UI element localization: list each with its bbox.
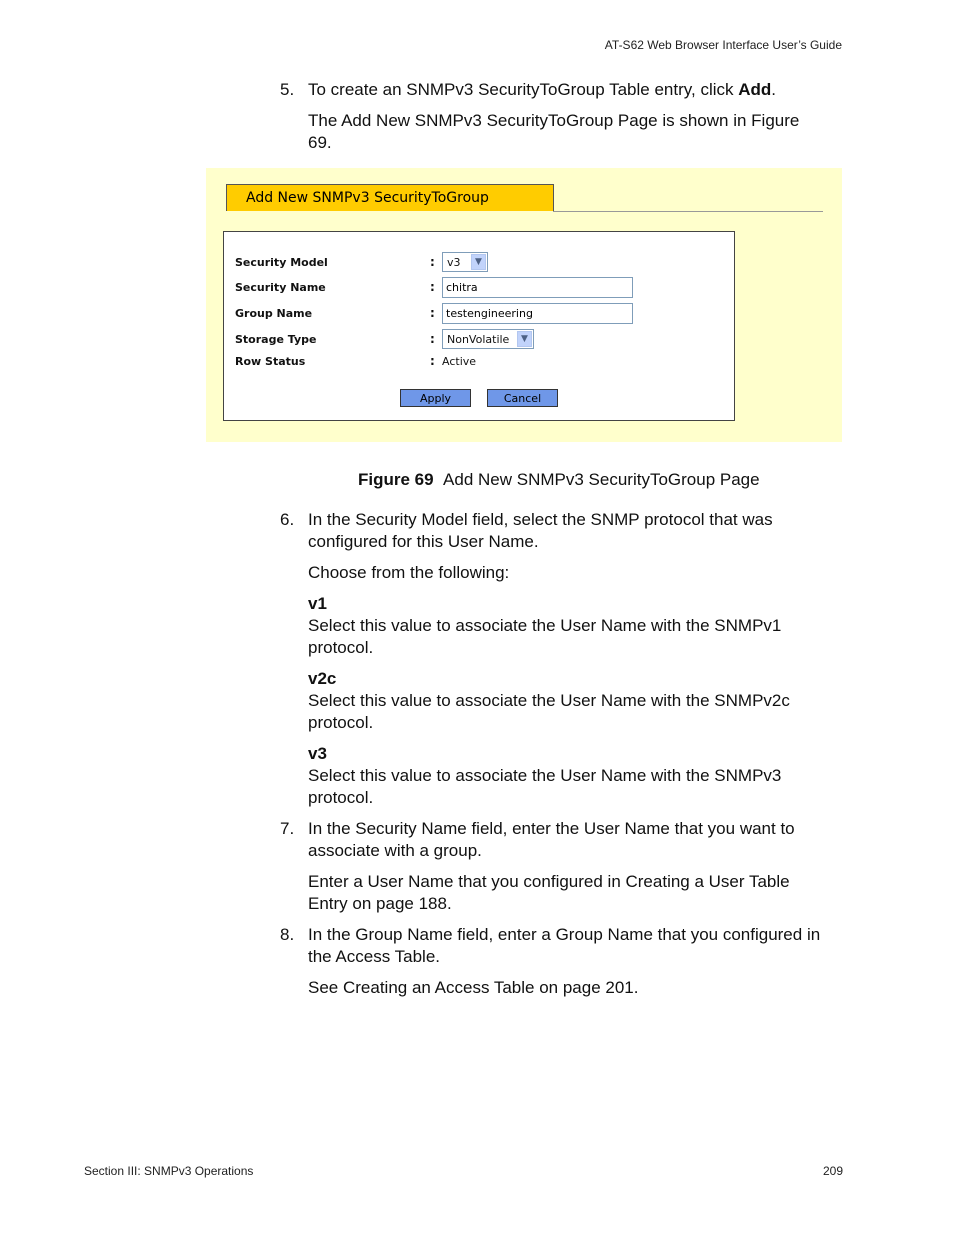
figure-caption-text: Add New SNMPv3 SecurityToGroup Page xyxy=(443,470,760,489)
chevron-down-icon[interactable]: ▼ xyxy=(517,331,532,347)
step-5-text xyxy=(308,79,848,101)
step-number: 6. xyxy=(280,510,295,529)
option-desc: Select this value to associate the User Name with the SNMPv2c protocol. xyxy=(308,691,790,732)
storage-type-select[interactable] xyxy=(442,329,534,349)
step-5-text-start: To create an SNMPv3 SecurityToGroup Table entry, click xyxy=(308,80,739,99)
step-number: 8. xyxy=(280,925,295,944)
option-desc: Select this value to associate the User Name with the SNMPv3 protocol. xyxy=(308,766,782,807)
step-8-text: In the Group Name field, enter a Group Name that you configured in the Access Table. xyxy=(308,925,821,966)
step-number: 5. xyxy=(280,80,295,99)
page-tab-title: Add New SNMPv3 SecurityToGroup xyxy=(226,184,554,211)
colon: : xyxy=(430,280,435,294)
step-5-bold: Add xyxy=(738,80,772,99)
step-5-text-end: . xyxy=(771,80,777,99)
group-name-input[interactable]: testengineering xyxy=(442,303,633,324)
step-number: 7. xyxy=(280,819,295,838)
figure-caption-number: Figure 69 xyxy=(358,470,434,489)
step-6-text: In the Security Model field, select the SNMP protocol that was configured for this User Name. xyxy=(308,510,773,551)
storage-type-value: NonVolatile xyxy=(447,332,510,346)
cancel-button[interactable]: Cancel xyxy=(487,389,558,407)
colon: : xyxy=(430,306,435,320)
row-status-value: Active xyxy=(442,355,477,368)
option-name: v2c xyxy=(308,669,337,688)
colon: : xyxy=(430,255,435,269)
figure-caption xyxy=(358,470,760,490)
security-to-group-form xyxy=(223,231,735,421)
storage-type-label: Storage Type xyxy=(235,333,317,346)
option-name: v3 xyxy=(308,744,327,763)
colon: : xyxy=(430,354,435,368)
tab-divider xyxy=(553,211,823,212)
step-8-note: See Creating an Access Table on page 201. xyxy=(308,978,639,997)
option-desc: Select this value to associate the User Name with the SNMPv1 protocol. xyxy=(308,616,782,657)
option-name: v1 xyxy=(308,594,327,613)
footer-section: Section III: SNMPv3 Operations xyxy=(84,1164,254,1178)
step-6-choose: Choose from the following: xyxy=(308,563,510,582)
figure-screenshot xyxy=(206,168,842,442)
colon: : xyxy=(430,332,435,346)
row-status-label: Row Status xyxy=(235,355,306,368)
page-number: 209 xyxy=(823,1164,844,1178)
running-header: AT-S62 Web Browser Interface User’s Guide xyxy=(604,38,842,52)
step-7-note: Enter a User Name that you configured in Creating a User Table Entry on page 188. xyxy=(308,872,790,913)
security-model-label: Security Model xyxy=(235,256,328,269)
apply-button[interactable]: Apply xyxy=(400,389,471,407)
security-name-input[interactable]: chitra xyxy=(442,277,633,298)
security-model-value: v3 xyxy=(447,255,461,269)
step-7-text: In the Security Name field, enter the User Name that you want to associate with a group. xyxy=(308,819,795,860)
group-name-label: Group Name xyxy=(235,307,313,320)
security-name-label: Security Name xyxy=(235,281,326,294)
security-model-select[interactable] xyxy=(442,252,488,272)
chevron-down-icon[interactable]: ▼ xyxy=(471,254,486,270)
step-5-note: The Add New SNMPv3 SecurityToGroup Page is shown in Figure 69. xyxy=(308,111,800,152)
